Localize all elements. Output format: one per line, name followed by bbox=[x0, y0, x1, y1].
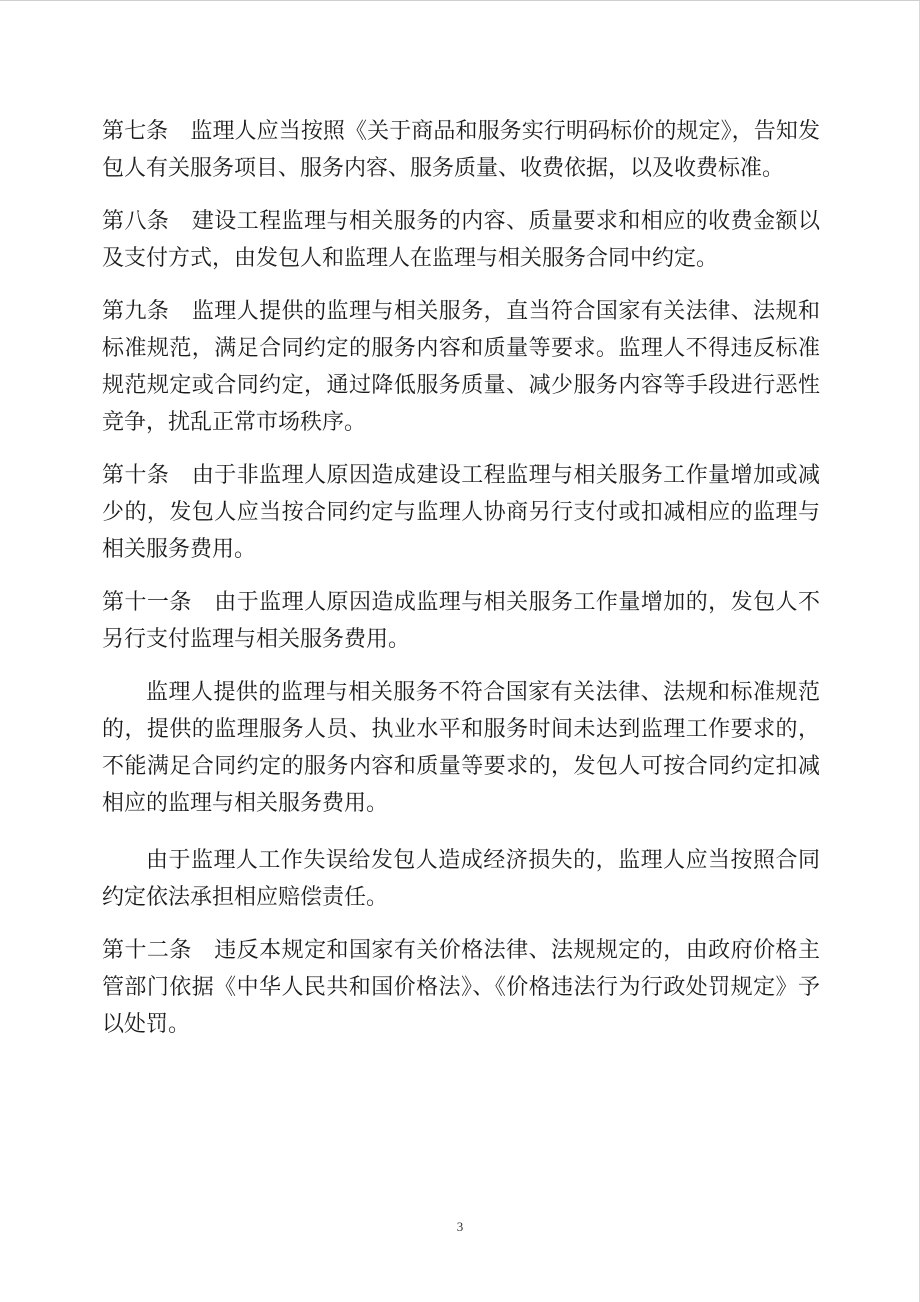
page-body bbox=[102, 113, 820, 1043]
page-number: 3 bbox=[456, 1219, 464, 1234]
article-11 bbox=[102, 584, 820, 658]
article-10 bbox=[102, 457, 820, 568]
article-12 bbox=[102, 932, 820, 1043]
article-label: 第十二条 bbox=[102, 938, 192, 963]
article-text: 监理人应当按照《关于商品和服务实行明码标价的规定》，告知发包人有关服务项目、服务内容、服务质量、收费依据，以及收费标准。 bbox=[102, 119, 820, 181]
article-label: 第九条 bbox=[102, 299, 170, 324]
article-text: 违反本规定和国家有关价格法律、法规规定的，由政府价格主管部门依据《中华人民共和国价格法》、《价格违法行为行政处罚规定》予以处罚。 bbox=[102, 938, 820, 1037]
article-text: 由于非监理人原因造成建设工程监理与相关服务工作量增加或减少的，发包人应当按合同约定与监理人协商另行支付或扣减相应的监理与相关服务费用。 bbox=[102, 463, 820, 562]
article-label: 第十一条 bbox=[102, 590, 192, 615]
article-11-paragraph-3: 由于监理人工作失误给发包人造成经济损失的，监理人应当按照合同约定依法承担相应赔偿责任。 bbox=[102, 848, 820, 910]
article-9 bbox=[102, 293, 820, 441]
article-11-paragraph-2: 监理人提供的监理与相关服务不符合国家有关法律、法规和标准规范的，提供的监理服务人员、执业水平和服务时间未达到监理工作要求的，不能满足合同约定的服务内容和质量等要求的，发包人可按合同约定扣减相应的监理与相关服务费用。 bbox=[102, 680, 820, 816]
article-label: 第八条 bbox=[102, 209, 170, 234]
article-text: 由于监理人原因造成监理与相关服务工作量增加的，发包人不另行支付监理与相关服务费用。 bbox=[102, 590, 820, 652]
article-7 bbox=[102, 113, 820, 187]
article-label: 第七条 bbox=[102, 119, 169, 144]
article-text: 建设工程监理与相关服务的内容、质量要求和相应的收费金额以及支付方式，由发包人和监理人在监理与相关服务合同中约定。 bbox=[102, 209, 820, 271]
article-text: 监理人提供的监理与相关服务，直当符合国家有关法律、法规和标准规范，满足合同约定的服务内容和质量等要求。监理人不得违反标准规范规定或合同约定，通过降低服务质量、减少服务内容等手段进行恶性竞争，扰乱正常市场秩序。 bbox=[102, 299, 820, 435]
article-8 bbox=[102, 203, 820, 277]
article-label: 第十条 bbox=[102, 463, 170, 488]
